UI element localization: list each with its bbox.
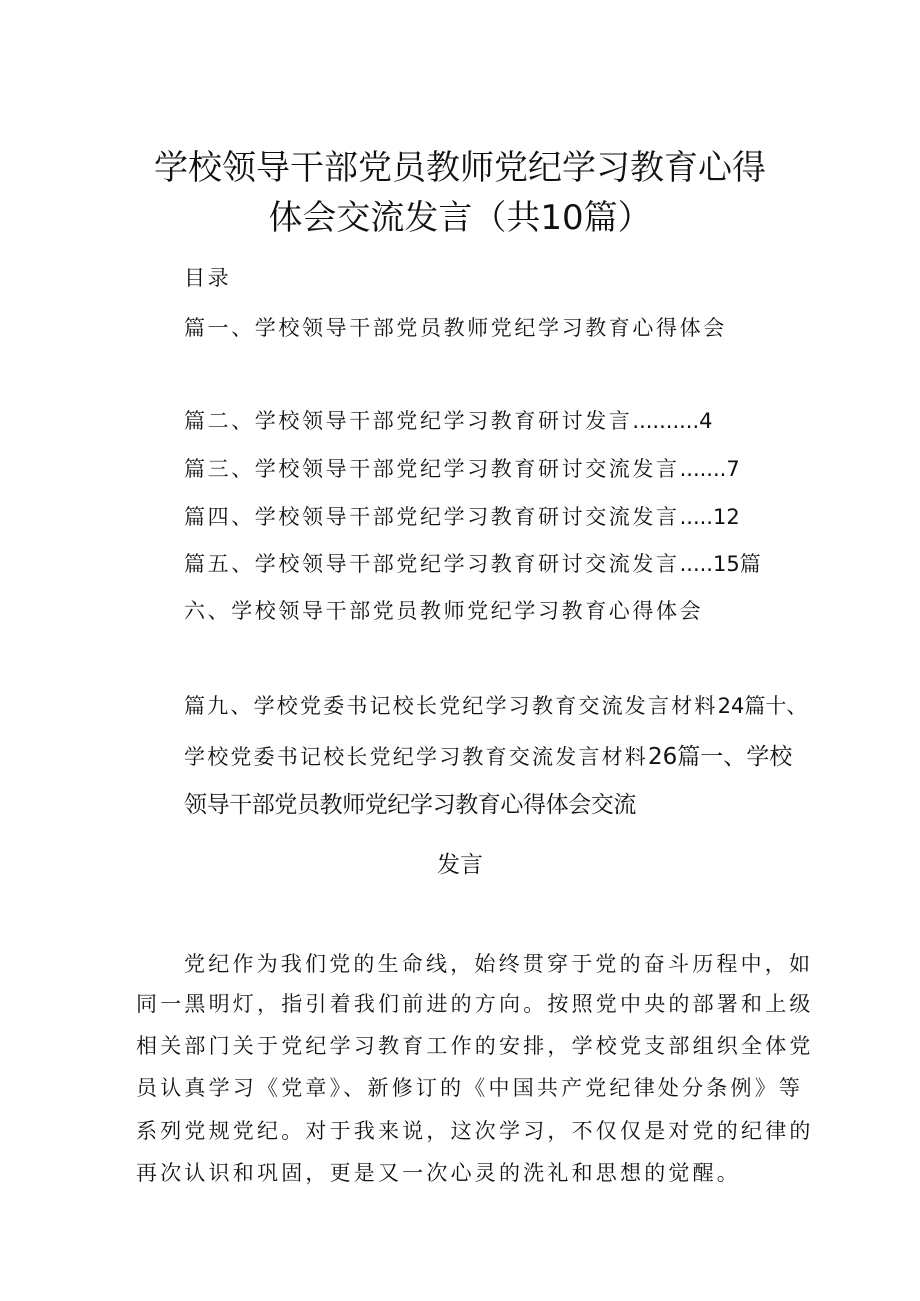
- toc-tail-heading-start: 26篇一、学校: [648, 744, 793, 770]
- toc-item-text: 篇四、学校领导干部党纪学习教育研讨交流发言: [184, 505, 680, 529]
- toc-item-page: 4: [699, 409, 713, 433]
- toc-item-4: [184, 501, 740, 531]
- toc-item-page: 12: [713, 505, 740, 529]
- toc-tail-line-1: [184, 690, 807, 720]
- toc-item-text: 篇二、学校领导干部党纪学习教育研讨发言: [184, 409, 633, 433]
- toc-item-page: 7: [726, 457, 740, 481]
- toc-item-dots: ..........: [632, 409, 700, 433]
- body-paragraph-line: 同一黑明灯，指引着我们前进的方向。按照党中央的部署和上级: [136, 992, 814, 1016]
- toc-item-dots: .......: [679, 457, 727, 481]
- body-paragraph-line: 员认真学习《党章》、新修订的《中国共产党纪律处分条例》等: [136, 1076, 804, 1100]
- document-title-line-1: 学校领导干部党员教师党纪学习教育心得: [154, 148, 766, 188]
- toc-item-page: 15篇: [713, 552, 761, 576]
- toc-item-text: 六、学校领导干部党员教师党纪学习教育心得体会: [184, 599, 704, 623]
- toc-item-dots: .....: [679, 552, 713, 576]
- toc-item-3: [184, 453, 740, 483]
- toc-item-2: [184, 405, 713, 435]
- toc-tail-text: 篇九、学校党委书记校长党纪学习教育交流发言材料: [184, 694, 718, 718]
- body-paragraph-line: 再次认识和巩固，更是又一次心灵的洗礼和思想的觉醒。: [136, 1161, 741, 1185]
- toc-item-text: 篇一、学校领导干部党员教师党纪学习教育心得体会: [184, 316, 727, 340]
- toc-tail-number: 24篇十、: [717, 694, 808, 718]
- section-heading-line-1: 领导干部党员教师党纪学习教育心得体会交流: [184, 792, 637, 818]
- body-paragraph-line: 相关部门关于党纪学习教育工作的安排，学校党支部组织全体党: [136, 1034, 814, 1058]
- toc-tail-text: 学校党委书记校长党纪学习教育交流发言材料: [184, 745, 648, 769]
- toc-heading: 目录: [184, 266, 232, 290]
- body-paragraph-line: 系列党规党纪。对于我来说，这次学习，不仅仅是对党的纪律的: [136, 1119, 814, 1143]
- toc-item-1: [184, 312, 727, 342]
- toc-item-dots: .....: [679, 505, 713, 529]
- body-paragraph-line: 党纪作为我们党的生命线，始终贯穿于党的奋斗历程中，如: [184, 952, 814, 976]
- toc-item-5: [184, 548, 761, 578]
- toc-item-text: 篇三、学校领导干部党纪学习教育研讨交流发言: [184, 457, 680, 481]
- section-heading-line-2: 发言: [437, 852, 483, 878]
- toc-tail-line-2: [184, 738, 792, 771]
- toc-item-6: [184, 595, 703, 625]
- toc-item-text: 篇五、学校领导干部党纪学习教育研讨交流发言: [184, 552, 680, 576]
- document-title-line-2: 体会交流发言（共10篇）: [268, 198, 652, 238]
